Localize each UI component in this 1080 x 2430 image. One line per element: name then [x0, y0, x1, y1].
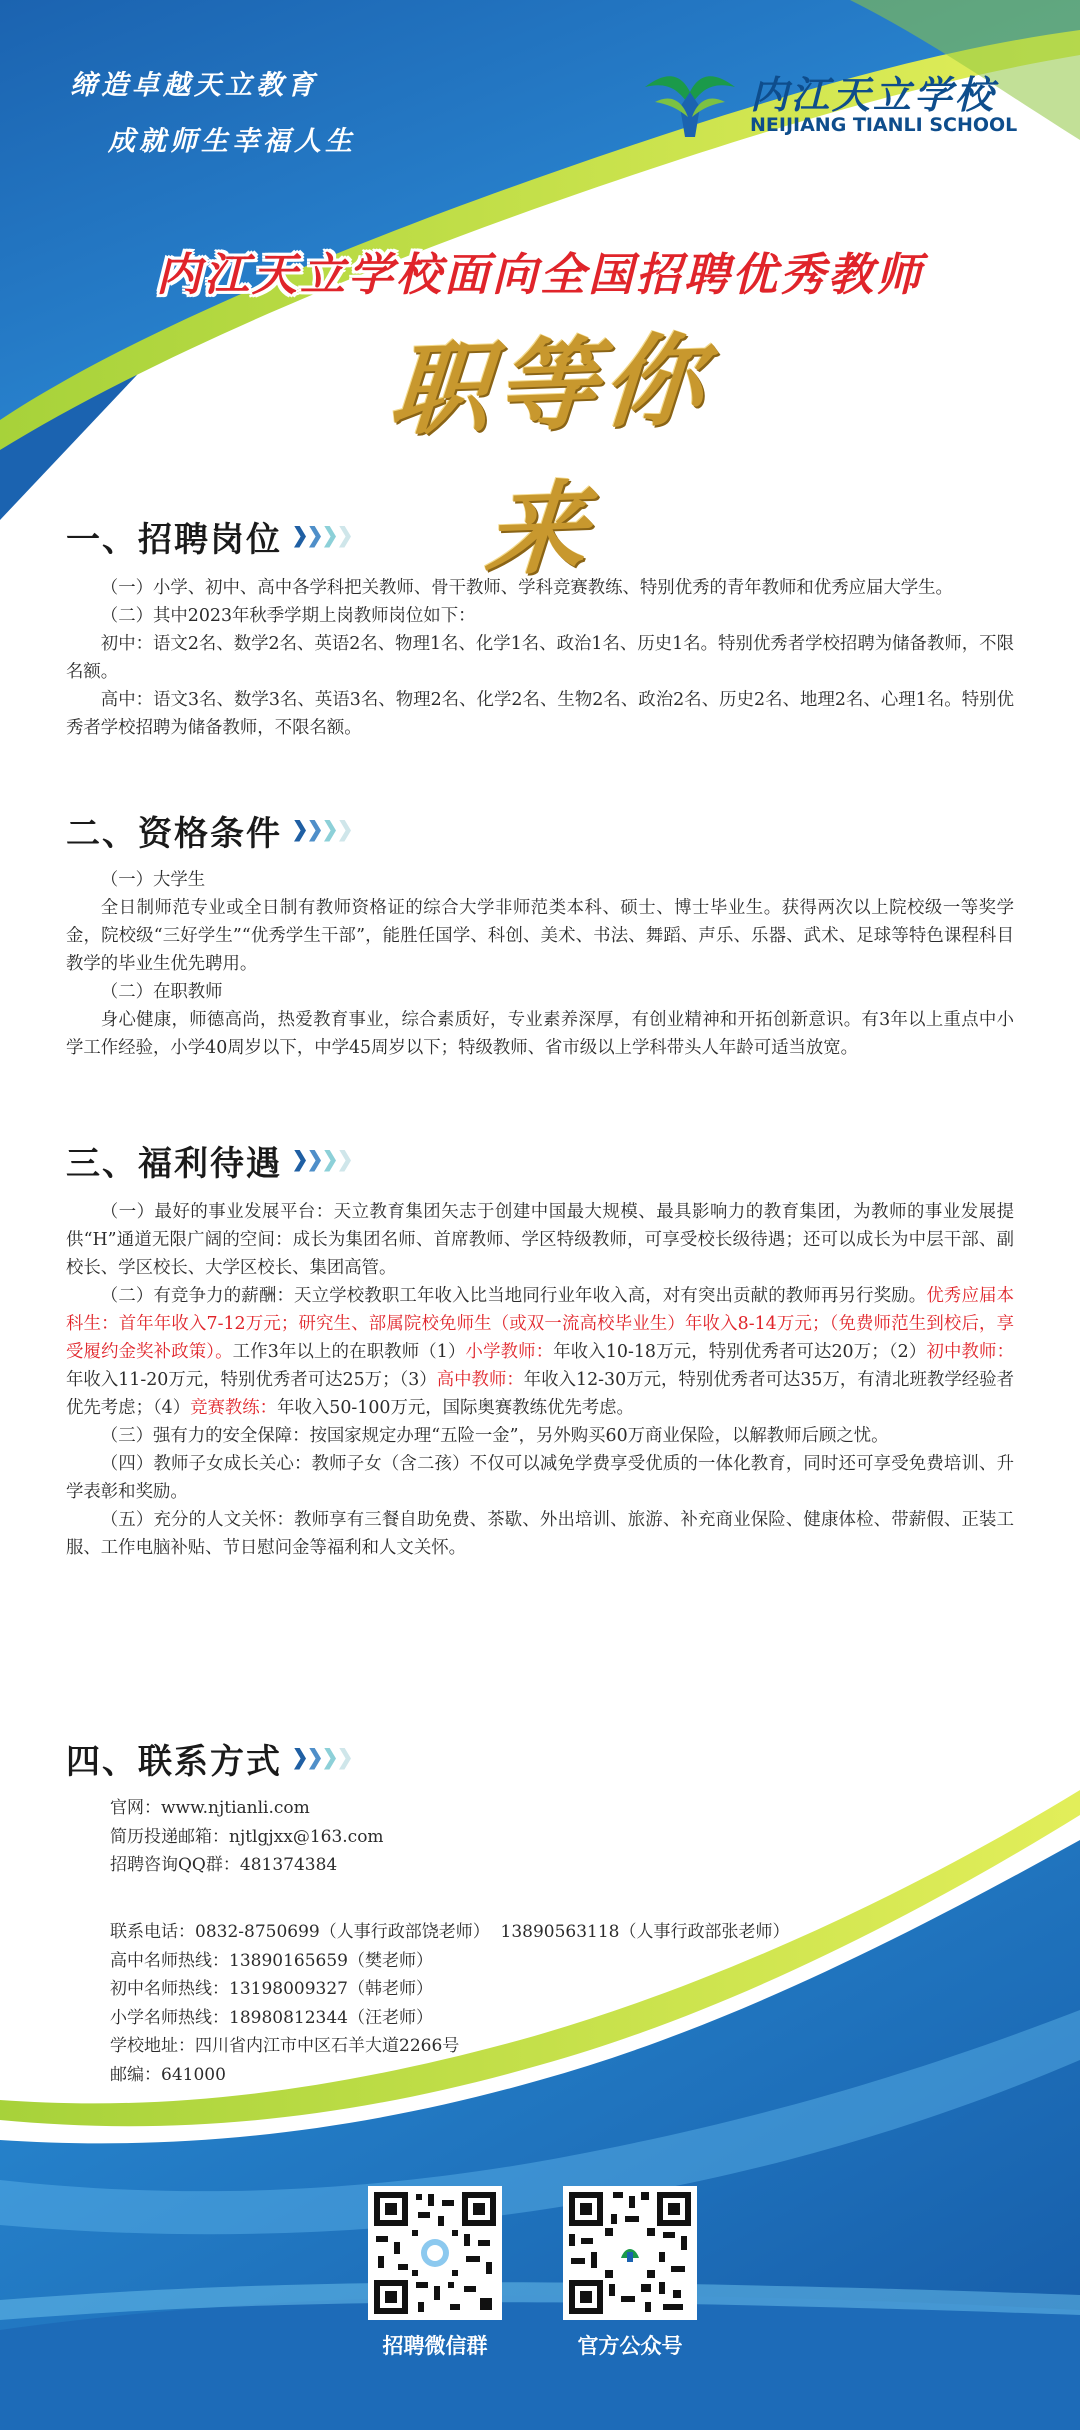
salary-text: 工作3年以上的在职教师（1）: [232, 1342, 466, 1362]
section-title-text: 一、招聘岗位: [66, 520, 282, 560]
section-title-positions: [66, 512, 354, 561]
school-slogan: [70, 58, 356, 170]
gold-tagline: 职等你来: [385, 320, 714, 590]
salary-text: 年收入50-100万元，国际奥赛教练优先考虑。: [277, 1398, 634, 1418]
paragraph: （二）在职教师: [100, 982, 223, 1002]
contact-phones: [110, 1918, 790, 2089]
salary-middle-label: 初中教师：: [926, 1342, 1014, 1362]
logo-english-name: NEIJIANG TIANLI SCHOOL: [750, 114, 1018, 136]
salary-graduates-highlight: 优秀应届本科生：首年年收入7-12万元；研究生、部属院校免师生（或双一流高校毕业生）年收入8-14万元；（免费师范生到校后，享受履约金奖补政策）。: [66, 1286, 1014, 1362]
paragraph: 高中：语文3名、数学3名、英语3名、物理2名、化学2名、生物2名、政治2名、历史2名、地理2名、心理1名。特别优秀者学校招聘为储备教师，不限名额。: [66, 690, 1014, 738]
salary-intro: （二）有竞争力的薪酬：天立学校教职工年收入比当地同行业年收入高，对有突出贡献的教师再另行奖励。: [100, 1286, 927, 1306]
contact-qq-group: 招聘咨询QQ群：481374384: [110, 1855, 338, 1875]
paragraph: （一）最好的事业发展平台：天立教育集团矢志于创建中国最大规模、最具影响力的教育集团，为教师的事业发展提供“H”通道无限广阔的空间：成长为集团名师、首席教师、学区特级教师，可享受校长级待遇；还可以成长为中层干部、副校长、学区校长、大学区校长、集团高管。: [66, 1202, 1014, 1278]
section-body-qualifications: [66, 866, 1014, 1062]
salary-primary-label: 小学教师：: [465, 1342, 554, 1362]
chevron-arrows-icon: [294, 1150, 354, 1172]
paragraph: （一）大学生: [100, 870, 206, 890]
official-account-label: 官方公众号: [577, 2334, 683, 2358]
school-logo: [640, 62, 1020, 142]
chevron-arrows-icon: [294, 1748, 354, 1770]
chevron-arrows-icon: [294, 820, 354, 842]
section-title-text: 四、联系方式: [66, 1742, 282, 1782]
paragraph: 初中：语文2名、数学2名、英语2名、物理1名、化学1名、政治1名、历史1名。特别优秀者学校招聘为储备教师，不限名额。: [66, 634, 1014, 682]
section-title-contact: [66, 1734, 354, 1783]
slogan-line-1: 缔造卓越天立教育: [70, 70, 318, 101]
paragraph: 全日制师范专业或全日制有教师资格证的综合大学非师范类本科、硕士、博士毕业生。获得两次以上院校级一等奖学金，院校级“三好学生”“优秀学生干部”，能胜任国学、科创、美术、书法、舞蹈、声乐、乐器、武术、足球等特色课程科目教学的毕业生优先聘用。: [66, 898, 1014, 974]
paragraph: 身心健康，师德高尚，热爱教育事业，综合素质好，专业素养深厚，有创业精神和开拓创新意识。有3年以上重点中小学工作经验，小学40周岁以下，中学45周岁以下；特级教师、省市级以上学科带头人年龄可适当放宽。: [66, 1010, 1014, 1058]
official-account-qr-code: [563, 2186, 697, 2320]
salary-text: 年收入11-20万元，特别优秀者可达25万；（3）: [66, 1370, 437, 1390]
paragraph: （一）小学、初中、高中各学科把关教师、骨干教师、学科竞赛教练、特别优秀的青年教师和优秀应届大学生。: [100, 578, 953, 598]
wechat-group-qr-code: [368, 2186, 502, 2320]
contact-address: 学校地址：四川省内江市中区石羊大道2266号: [110, 2036, 460, 2056]
contact-postcode: 邮编：641000: [110, 2064, 226, 2085]
section-body-positions: [66, 574, 1014, 742]
paragraph: （二）其中2023年秋季学期上岗教师岗位如下：: [100, 606, 476, 626]
qr-code-icon: [563, 2186, 697, 2320]
section-title-benefits: [66, 1136, 354, 1185]
paragraph: （三）强有力的安全保障：按国家规定办理“五险一金”，另外购买60万商业保险，以解教师后顾之忧。: [100, 1426, 889, 1446]
contact-phone: 联系电话：0832-8750699（人事行政部饶老师） 13890563118（人事行政部张老师）: [110, 1922, 790, 1942]
contact-high-hotline: 高中名师热线：13890165659（樊老师）: [110, 1950, 433, 1971]
section-title-qualifications: [66, 806, 354, 855]
chevron-arrows-icon: [294, 526, 354, 548]
slogan-line-2: 成就师生幸福人生: [108, 126, 356, 157]
salary-coach-label: 竞赛教练：: [190, 1398, 278, 1418]
wechat-group-label: 招聘微信群: [382, 2334, 488, 2358]
paragraph: （五）充分的人文关怀：教师享有三餐自助免费、茶歇、外出培训、旅游、补充商业保险、健康体检、带薪假、正装工服、工作电脑补贴、节日慰问金等福利和人文关怀。: [66, 1510, 1014, 1558]
logo-chinese-name: 内江天立学校: [750, 72, 997, 117]
tianli-logo-icon: [640, 62, 740, 142]
contact-online: [110, 1794, 384, 1880]
contact-website[interactable]: 官网：www.njtianli.com: [110, 1798, 310, 1818]
section-title-text: 三、福利待遇: [66, 1144, 282, 1184]
contact-middle-hotline: 初中名师热线：13198009327（韩老师）: [110, 1979, 433, 1999]
paragraph-salary: [66, 1282, 1014, 1422]
page-headline: 内江天立学校面向全国招聘优秀教师: [155, 248, 924, 301]
contact-email[interactable]: 简历投递邮箱：njtlgjxx@163.com: [110, 1826, 384, 1847]
salary-text: 年收入12-30万元，特别优秀者可达35万，有清北班教学经验者优先考虑；（4）: [66, 1370, 1014, 1418]
section-title-text: 二、资格条件: [66, 814, 282, 854]
paragraph: （四）教师子女成长关心：教师子女（含二孩）不仅可以减免学费享受优质的一体化教育，同时还可享受免费培训、升学表彰和奖励。: [66, 1454, 1014, 1502]
qr-code-icon: [368, 2186, 502, 2320]
salary-high-label: 高中教师：: [436, 1370, 524, 1390]
contact-primary-hotline: 小学名师热线：18980812344（汪老师）: [110, 2007, 433, 2028]
section-body-benefits: [66, 1198, 1014, 1562]
salary-text: 年收入10-18万元，特别优秀者可达20万；（2）: [553, 1342, 927, 1362]
